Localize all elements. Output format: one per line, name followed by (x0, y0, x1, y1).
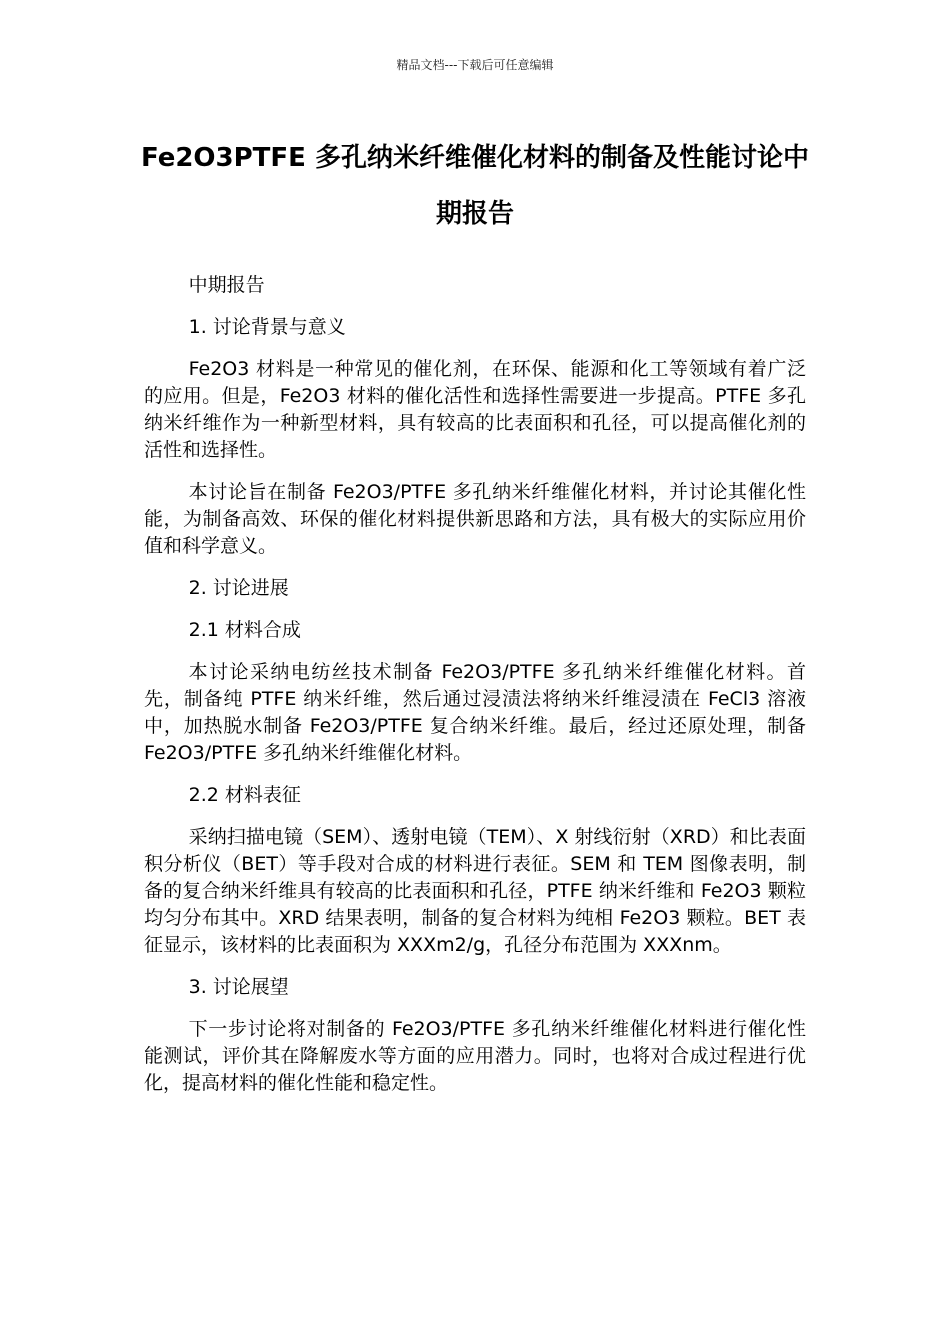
header-note: 精品文档---下载后可任意编辑 (396, 58, 554, 72)
document-body (144, 272, 806, 1112)
document-title: Fe2O3PTFE 多孔纳米纤维催化材料的制备及性能讨论中期报告 (141, 143, 809, 229)
paragraph-synthesis: 本讨论采纳电纺丝技术制备 Fe2O3/PTFE 多孔纳米纤维催化材料。首先，制备纯 PTFE 纳米纤维，然后通过浸渍法将纳米纤维浸渍在 FeCl3 溶液中，加热脱水制备 Fe2O3/PTFE 复合纳米纤维。最后，经过还原处理，制备 Fe2O3/PTFE 多孔纳米纤维催化材料。 (144, 661, 806, 764)
heading-background: 1. 讨论背景与意义 (188, 316, 346, 338)
heading-outlook: 3. 讨论展望 (188, 976, 289, 998)
section-label-interim-report: 中期报告 (188, 274, 265, 296)
heading-progress: 2. 讨论进展 (188, 577, 289, 599)
heading-synthesis: 2.1 材料合成 (188, 619, 301, 641)
paragraph-background: Fe2O3 材料是一种常见的催化剂，在环保、能源和化工等领域有着广泛的应用。但是，Fe2O3 材料的催化活性和选择性需要进一步提高。PTFE 多孔纳米纤维作为一种新型材料，具有较高的比表面积和孔径，可以提高催化剂的活性和选择性。 (144, 358, 806, 461)
heading-characterization: 2.2 材料表征 (188, 784, 301, 806)
paragraph-purpose: 本讨论旨在制备 Fe2O3/PTFE 多孔纳米纤维催化材料，并讨论其催化性能，为制备高效、环保的催化材料提供新思路和方法，具有极大的实际应用价值和科学意义。 (144, 481, 806, 557)
paragraph-outlook: 下一步讨论将对制备的 Fe2O3/PTFE 多孔纳米纤维催化材料进行催化性能测试，评价其在降解废水等方面的应用潜力。同时，也将对合成过程进行优化，提高材料的催化性能和稳定性。 (144, 1018, 806, 1094)
paragraph-characterization: 采纳扫描电镜（SEM）、透射电镜（TEM）、X 射线衍射（XRD）和比表面积分析仪（BET）等手段对合成的材料进行表征。SEM 和 TEM 图像表明，制备的复合纳米纤维具有较高的比表面积和孔径，PTFE 纳米纤维和 Fe2O3 颗粒均匀分布其中。XRD 结果表明，制备的复合材料为纯相 Fe2O3 颗粒。BET 表征显示，该材料的比表面积为 XXXm2/g，孔径分布范围为 XXXnm。 (144, 826, 806, 956)
